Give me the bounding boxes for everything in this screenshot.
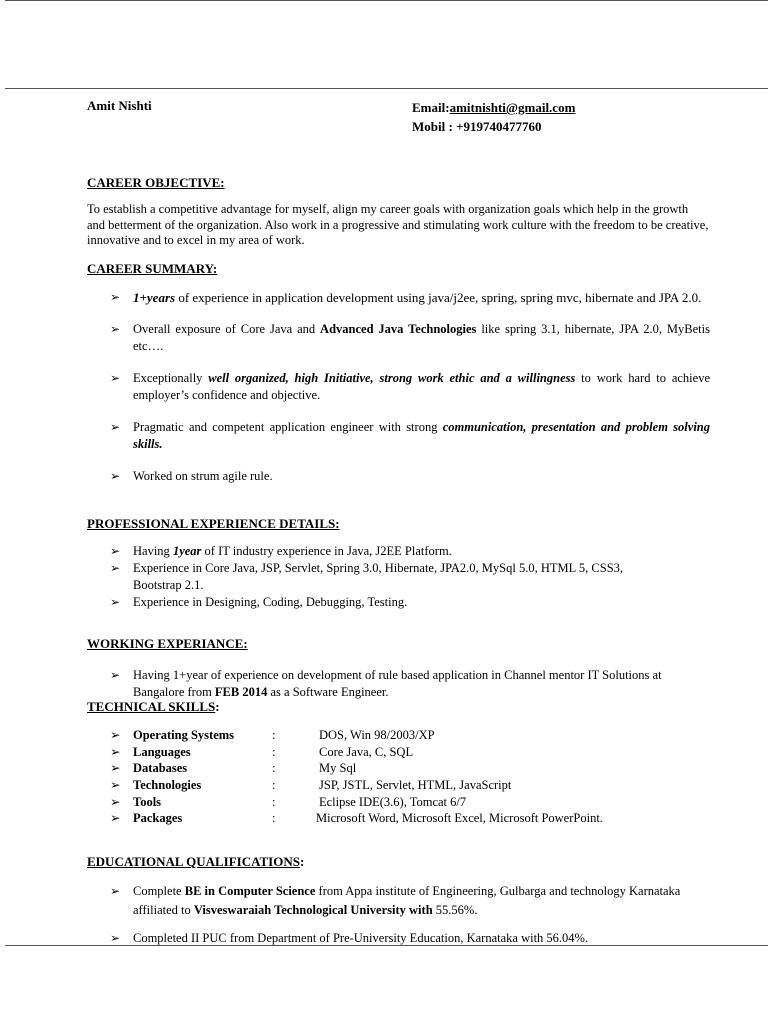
professional-experience-heading: PROFESSIONAL EXPERIENCE DETAILS: — [87, 516, 340, 531]
list-item: ➢ Having 1year of IT industry experience in Java, J2EE Platform. — [110, 544, 452, 558]
candidate-name: Amit Nishti — [87, 98, 152, 113]
bullet-arrow-icon: ➢ — [110, 728, 121, 742]
list-item: ➢ Experience in Core Java, JSP, Servlet, Spring 3.0, Hibernate, JPA2.0, MySql 5.0, HTML 5, CSS3, Bootstrap 2.1. — [110, 561, 624, 592]
working-experience-heading: WORKING EXPERIANCE: — [87, 636, 248, 651]
bullet-arrow-icon: ➢ — [110, 544, 121, 558]
list-item: ➢ 1+years of experience in application development using java/j2ee, spring, spring mvc, hibernate and JPA 2.0. — [110, 290, 702, 305]
email-line — [412, 98, 575, 117]
list-item: ➢ Overall exposure of Core Java and Advanced Java Technologies like spring 3.1, hibernate, JPA 2.0, MyBetis etc…. — [110, 322, 710, 353]
bullet-arrow-icon: ➢ — [110, 931, 121, 945]
working-experience-list — [110, 667, 665, 701]
email-link[interactable]: amitnishti@gmail.com — [449, 100, 576, 115]
header-rule — [5, 88, 768, 89]
list-item: ➢ Experience in Designing, Coding, Debugging, Testing. — [110, 595, 408, 609]
technical-skills-heading: TECHNICAL SKILLS: — [87, 699, 220, 714]
bullet-arrow-icon: ➢ — [110, 884, 121, 898]
bullet-arrow-icon: ➢ — [110, 322, 121, 336]
bullet-arrow-icon: ➢ — [110, 290, 121, 304]
top-rule — [5, 0, 768, 1]
list-item: ➢ Worked on strum agile rule. — [110, 469, 273, 483]
bullet-arrow-icon: ➢ — [110, 561, 121, 575]
list-item: ➢ Completed II PUC from Department of Pre-University Education, Karnataka with 56.04%. — [110, 931, 589, 945]
bullet-arrow-icon: ➢ — [110, 811, 121, 826]
professional-experience-list — [110, 543, 665, 611]
bullet-arrow-icon: ➢ — [110, 794, 121, 809]
mobile-label: Mobil : — [412, 119, 457, 134]
mobile-number: +919740477760 — [456, 119, 542, 134]
education-heading: EDUCATIONAL QUALIFICATIONS: — [87, 854, 305, 869]
bullet-arrow-icon: ➢ — [110, 371, 121, 385]
bullet-arrow-icon: ➢ — [110, 744, 121, 759]
contact-block — [412, 98, 575, 136]
career-summary-list — [110, 289, 710, 500]
list-item: ➢ Having 1+year of experience on development of rule based application in Channel mentor IT Solutions at Bangalore from FEB 2014 as a Software Engineer. — [110, 668, 662, 699]
career-summary-heading: CAREER SUMMARY: — [87, 261, 218, 276]
bullet-arrow-icon: ➢ — [110, 595, 121, 609]
bullet-arrow-icon: ➢ — [110, 761, 121, 776]
bullet-arrow-icon: ➢ — [110, 668, 121, 682]
email-label: Email: — [412, 100, 450, 115]
bullet-arrow-icon: ➢ — [110, 420, 121, 434]
mobile-line — [412, 117, 575, 136]
list-item: ➢ Complete BE in Computer Science from Appa institute of Engineering, Gulbarga and technology Karnataka affiliated to Visveswaraiah Technological University with 55.56%. — [110, 884, 681, 917]
career-objective-heading: CAREER OBJECTIVE: — [87, 175, 225, 190]
list-item: ➢ Exceptionally well organized, high Initiative, strong work ethic and a willingness to work hard to achieve employer’s confidence and objective. — [110, 371, 710, 402]
career-objective-text: To establish a competitive advantage for myself, align my career goals with organization goals which help in the growth and betterment of the organization. Also work in a progressive and stimulating work culture with the freedom to be creative, innovative and to excel in my area of work. — [87, 202, 709, 247]
list-item: ➢ Pragmatic and competent application engineer with strong communication, presentation and problem solving skills. — [110, 420, 711, 451]
bullet-arrow-icon: ➢ — [110, 778, 121, 793]
education-list — [110, 882, 700, 947]
bullet-arrow-icon: ➢ — [110, 469, 121, 483]
footer-rule — [5, 945, 768, 946]
